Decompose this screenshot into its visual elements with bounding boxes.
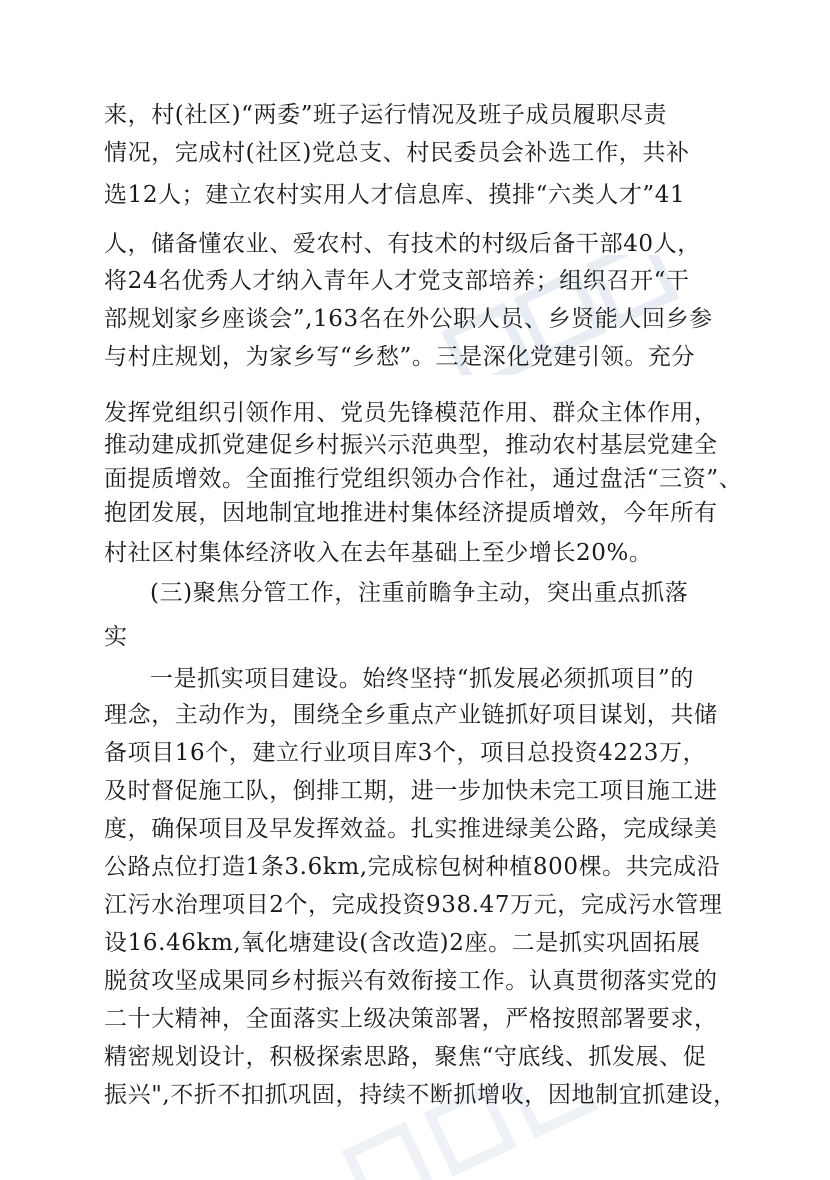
- text-line: 振兴",不折不扣抓巩固，持续不断抓增收，因地制宜抓建设，: [104, 1082, 737, 1108]
- text-line: 人，储备懂农业、爱农村、有技术的村级后备干部40人，: [104, 231, 701, 257]
- text-line: 部规划家乡座谈会”,163名在外公职人员、乡贤能人回乡参: [104, 306, 713, 332]
- text-line: 村社区村集体经济收入在去年基础上至少增长20%。: [104, 540, 653, 566]
- text-line: 选12人；建立农村实用人才信息库、摸排“六类人才”41: [104, 182, 686, 208]
- text-line: 及时督促施工队，倒排工期，进一步加快未完工项目施工进: [104, 778, 718, 804]
- text-line: 设16.46km,氧化塘建设(含改造)2座。二是抓实巩固拓展: [104, 930, 701, 956]
- text-line: 江污水治理项目2个，完成投资938.47万元，完成污水管理: [104, 892, 723, 918]
- text-line: 理念，主动作为，围绕全乡重点产业链抓好项目谋划，共储: [104, 702, 718, 728]
- text-line: 发挥党组织引领作用、党员先锋模范作用、群众主体作用，: [104, 400, 718, 426]
- text-line: 与村庄规划，为家乡写“乡愁”。三是深化党建引领。充分: [104, 344, 696, 370]
- text-line: 脱贫攻坚成果同乡村振兴有效衔接工作。认真贯彻落实党的: [104, 968, 718, 994]
- text-line: 一是抓实项目建设。始终坚持“抓发展必须抓项目”的: [150, 666, 694, 692]
- text-line: 抱团发展，因地制宜地推进村集体经济提质增效，今年所有: [104, 500, 718, 526]
- text-line: 来，村(社区)“两委”班子运行情况及班子成员履职尽责: [104, 102, 668, 128]
- text-line: 备项目16个，建立行业项目库3个，项目总投资4223万，: [104, 740, 707, 766]
- text-line: 情况，完成村(社区)党总支、村民委员会补选工作，共补: [104, 140, 690, 166]
- text-line: 推动建成抓党建促乡村振兴示范典型，推动农村基层党建全: [104, 432, 718, 458]
- text-line: 面提质增效。全面推行党组织领办合作社，通过盘活“三资”、: [104, 466, 743, 492]
- text-line: 二十大精神，全面落实上级决策部署，严格按照部署要求，: [104, 1006, 718, 1032]
- text-line: 精密规划设计，积极探索思路，聚焦“守底线、抓发展、促: [104, 1044, 707, 1070]
- text-line: 公路点位打造1条3.6km,完成棕包树种植800棵。共完成沿: [104, 854, 721, 880]
- text-line: 度，确保项目及早发挥效益。扎实推进绿美公路，完成绿美: [104, 816, 718, 842]
- text-line: 将24名优秀人才纳入青年人才党支部培养；组织召开“干: [104, 268, 690, 294]
- section-heading: (三)聚焦分管工作，注重前瞻争主动，突出重点抓落: [150, 580, 689, 606]
- section-heading-continued: 实: [104, 624, 128, 650]
